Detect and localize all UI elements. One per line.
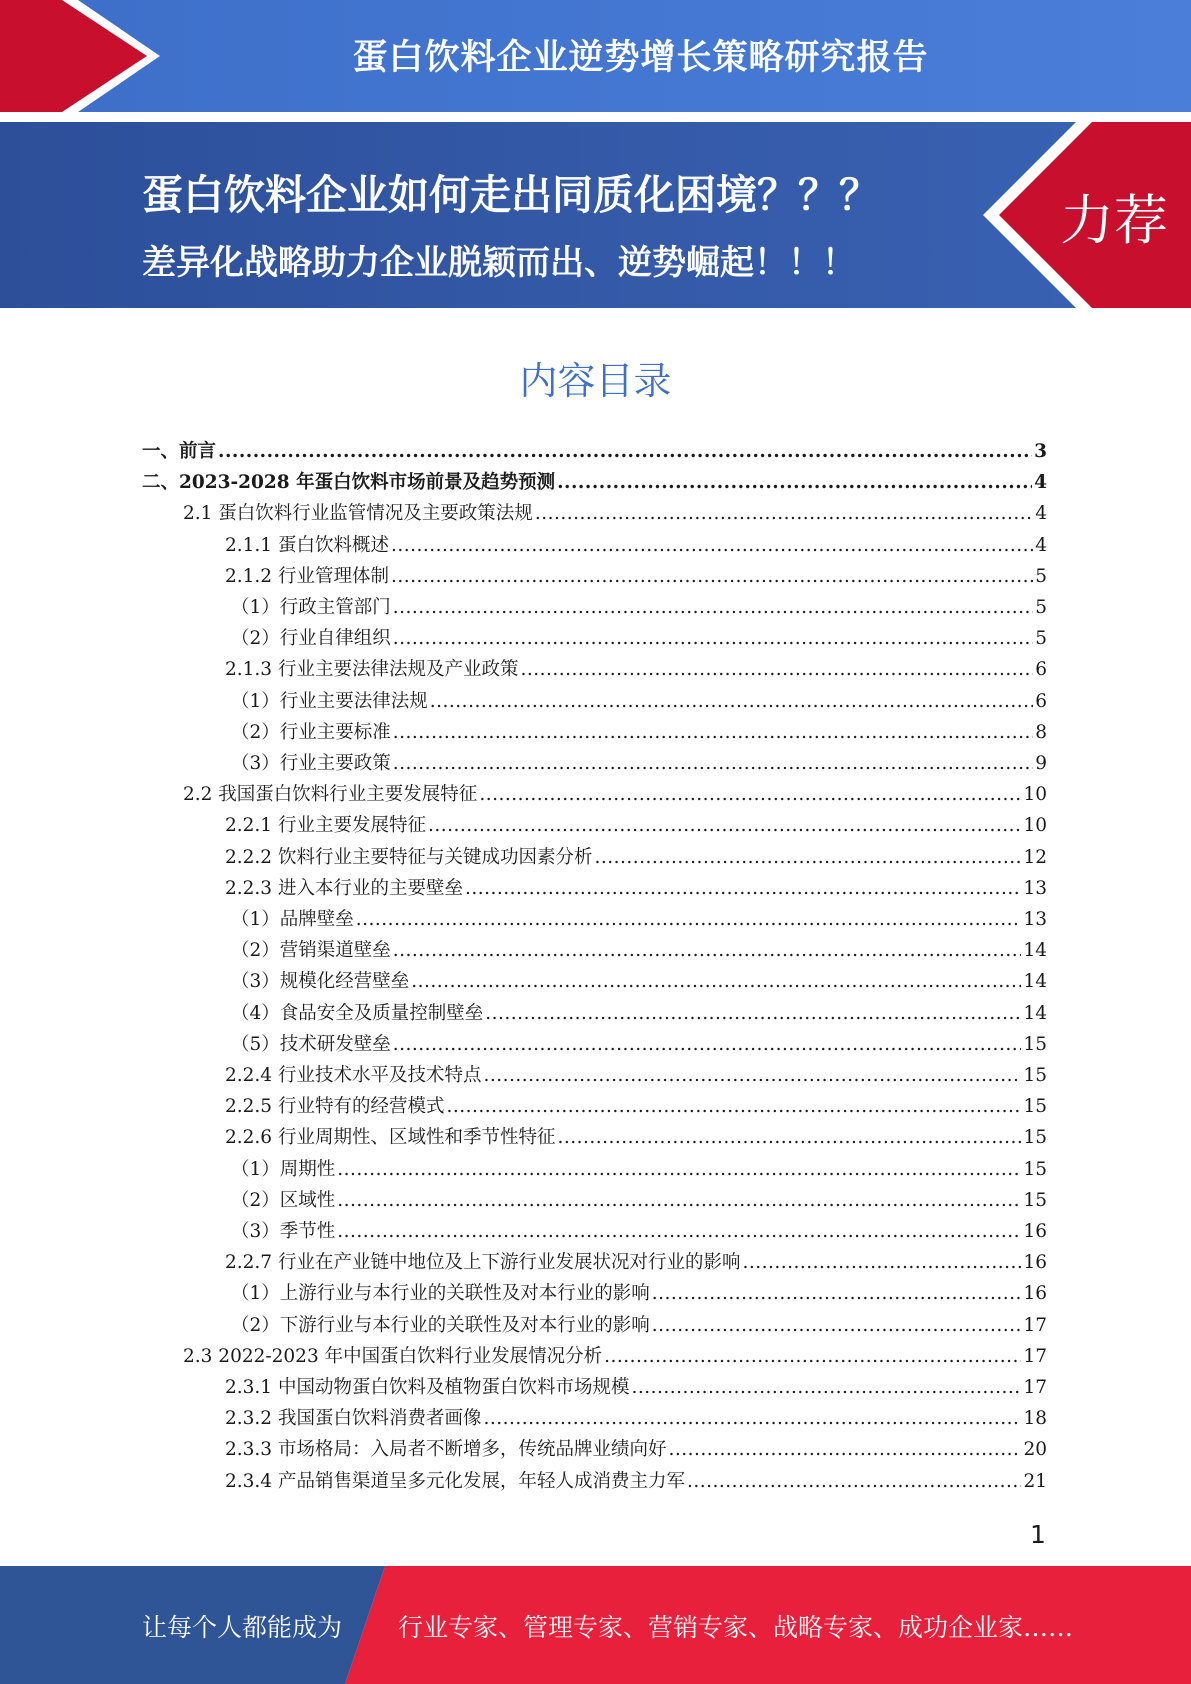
- toc-entry-page: 4: [1034, 472, 1047, 494]
- toc-entry-page: 4: [1035, 534, 1047, 556]
- toc-entry[interactable]: [231, 1279, 1047, 1310]
- toc-entry-page: 5: [1035, 597, 1047, 618]
- toc-entry-page: 17: [1023, 1345, 1047, 1367]
- toc-dot-leader: [393, 597, 1033, 618]
- toc-entry-label: （1）品牌壁垒: [231, 909, 354, 930]
- toc-entry-page: 6: [1035, 659, 1047, 681]
- toc-dot-leader: [393, 940, 1022, 961]
- toc-entry[interactable]: [225, 562, 1047, 593]
- toc-entry-page: 5: [1035, 565, 1047, 587]
- toc-dot-leader: [557, 472, 1032, 493]
- toc-dot-leader: [687, 1471, 1021, 1492]
- toc-dot-leader: [652, 1315, 1022, 1336]
- toc-entry-label: 2.2.5 行业特有的经营模式: [225, 1096, 445, 1118]
- toc-entry-page: 12: [1023, 846, 1047, 868]
- toc-entry-page: 15: [1023, 1065, 1047, 1086]
- toc-entry[interactable]: [231, 624, 1047, 655]
- toc-entry-label: （2）下游行业与本行业的关联性及对本行业的影响: [231, 1314, 650, 1336]
- toc-dot-leader: [520, 659, 1033, 680]
- toc-entry[interactable]: [231, 1155, 1047, 1186]
- toc-dot-leader: [393, 1034, 1022, 1055]
- toc-dot-leader: [483, 1065, 1021, 1086]
- toc-entry-page: 16: [1023, 1221, 1047, 1242]
- toc-entry-page: 15: [1023, 1189, 1047, 1211]
- toc-entry[interactable]: [225, 1467, 1047, 1498]
- toc-entry[interactable]: [225, 843, 1047, 874]
- toc-entry-label: 2.2 我国蛋白饮料行业主要发展特征: [183, 784, 478, 806]
- toc-dot-leader: [337, 1159, 1021, 1180]
- toc-dot-leader: [428, 815, 1021, 836]
- toc-dot-leader: [446, 1096, 1021, 1117]
- toc-entry[interactable]: [231, 687, 1047, 718]
- toc-entry-page: 17: [1023, 1377, 1047, 1398]
- toc-dot-leader: [668, 1439, 1021, 1460]
- toc-dot-leader: [337, 1190, 1021, 1211]
- toc-entry-label: 2.1.2 行业管理体制: [225, 565, 389, 587]
- footer-slogan-left: 让每个人都能成为: [142, 1613, 343, 1642]
- toc-entry[interactable]: [142, 437, 1047, 468]
- toc-dot-leader: [479, 784, 1021, 805]
- toc-entry-label: （2）行业主要标准: [231, 721, 391, 743]
- toc-entry-label: （2）区域性: [231, 1189, 336, 1211]
- toc-dot-leader: [218, 441, 1032, 462]
- toc-entry[interactable]: [231, 718, 1047, 749]
- toc-dot-leader: [391, 566, 1033, 587]
- toc-entry-page: 6: [1035, 690, 1047, 712]
- toc-entry[interactable]: [225, 874, 1047, 905]
- toc-dot-leader: [652, 1283, 1022, 1304]
- toc-dot-leader: [430, 691, 1033, 712]
- toc-entry-label: （4）食品安全及质量控制壁垒: [231, 1002, 484, 1024]
- toc-entry[interactable]: [231, 1311, 1047, 1342]
- toc-entry-page: 15: [1023, 1033, 1047, 1055]
- toc-entry-page: 4: [1035, 503, 1047, 525]
- toc-entry[interactable]: [231, 1217, 1047, 1248]
- toc-entry-label: 2.2.4 行业技术水平及技术特点: [225, 1065, 482, 1086]
- toc-entry[interactable]: [225, 1061, 1047, 1092]
- toc-entry-label: 2.3 2022-2023 年中国蛋白饮料行业发展情况分析: [183, 1345, 603, 1367]
- toc-entry-label: 2.1.3 行业主要法律法规及产业政策: [225, 659, 519, 681]
- toc-entry-page: 16: [1023, 1252, 1047, 1274]
- toc-entry-label: （1）周期性: [231, 1158, 336, 1180]
- toc-entry-page: 15: [1023, 1127, 1047, 1149]
- toc-entry[interactable]: [225, 531, 1047, 562]
- toc-entry[interactable]: [231, 1186, 1047, 1217]
- toc-entry[interactable]: [231, 905, 1047, 936]
- toc-entry-label: 2.2.3 进入本行业的主要壁垒: [225, 877, 463, 899]
- toc-dot-leader: [485, 1003, 1021, 1024]
- toc-entry-label: （1）行政主管部门: [231, 597, 391, 618]
- toc-dot-leader: [631, 1377, 1021, 1398]
- promo-banner: [0, 122, 1191, 308]
- toc-entry-page: 10: [1023, 784, 1047, 806]
- toc-entry-label: 2.2.7 行业在产业链中地位及上下游行业发展状况对行业的影响: [225, 1252, 741, 1274]
- toc-entry-label: 2.1.1 蛋白饮料概述: [225, 534, 389, 556]
- toc-entry[interactable]: [231, 1030, 1047, 1061]
- toc-entry[interactable]: [231, 999, 1047, 1030]
- toc-entry-label: （1）上游行业与本行业的关联性及对本行业的影响: [231, 1283, 650, 1305]
- toc-entry-label: （5）技术研发壁垒: [231, 1033, 391, 1055]
- toc-entry-label: （2）营销渠道壁垒: [231, 940, 391, 962]
- toc-entry-page: 18: [1023, 1408, 1047, 1430]
- toc-dot-leader: [393, 753, 1033, 774]
- toc-entry-label: 2.1 蛋白饮料行业监管情况及主要政策法规: [183, 503, 533, 525]
- toc-entry-page: 15: [1023, 1096, 1047, 1118]
- toc-entry-label: （3）季节性: [231, 1221, 336, 1242]
- toc-entry-page: 13: [1023, 877, 1047, 899]
- toc-entry[interactable]: [142, 468, 1047, 499]
- toc-dot-leader: [465, 878, 1021, 899]
- toc-entry[interactable]: [225, 1435, 1047, 1466]
- toc-dot-leader: [393, 722, 1033, 743]
- toc-entry[interactable]: [225, 1373, 1047, 1404]
- banner-headline: 蛋白饮料企业如何走出同质化困境？？？: [142, 171, 880, 219]
- toc-entry-label: 一、前言: [142, 441, 217, 462]
- toc-entry[interactable]: [225, 1123, 1047, 1154]
- toc-dot-leader: [411, 971, 1021, 992]
- toc-entry-label: （3）行业主要政策: [231, 753, 391, 774]
- toc-dot-leader: [356, 909, 1022, 930]
- report-title: 蛋白饮料企业逆势增长策略研究报告: [352, 38, 929, 78]
- toc-entry-label: 2.3.3 市场格局：入局者不断增多，传统品牌业绩向好: [225, 1439, 667, 1461]
- toc-heading: 内容目录: [519, 359, 672, 403]
- banner-subheadline: 差异化战略助力企业脱颖而出、逆势崛起！！！: [142, 243, 856, 283]
- toc-entry-page: 5: [1035, 628, 1047, 650]
- toc-entry[interactable]: [225, 1404, 1047, 1435]
- footer-band: [0, 1566, 1191, 1684]
- toc-entry-label: 2.3.1 中国动物蛋白饮料及植物蛋白饮料市场规模: [225, 1377, 630, 1398]
- toc-entry[interactable]: [231, 593, 1047, 624]
- toc-entry[interactable]: [225, 1248, 1047, 1279]
- toc-dot-leader: [742, 1252, 1021, 1273]
- toc-entry-page: 20: [1023, 1439, 1047, 1461]
- toc-entry-page: 13: [1023, 909, 1047, 930]
- toc-entry-label: 2.3.2 我国蛋白饮料消费者画像: [225, 1408, 482, 1430]
- toc-entry[interactable]: [183, 1342, 1047, 1373]
- toc-entry[interactable]: [225, 811, 1047, 842]
- toc-dot-leader: [604, 1346, 1021, 1367]
- toc-entry-page: 8: [1035, 721, 1047, 743]
- toc-entry[interactable]: [183, 780, 1047, 811]
- toc-dot-leader: [337, 1221, 1021, 1242]
- toc-entry-page: 14: [1023, 1002, 1047, 1024]
- toc-dot-leader: [393, 628, 1033, 649]
- toc-entry[interactable]: [231, 967, 1047, 998]
- toc-entry-page: 16: [1023, 1283, 1047, 1305]
- toc-entry-page: 14: [1023, 940, 1047, 962]
- toc-entry-label: 2.2.2 饮料行业主要特征与关键成功因素分析: [225, 846, 593, 868]
- toc-dot-leader: [483, 1408, 1021, 1429]
- toc-entry-label: （3）规模化经营壁垒: [231, 971, 410, 993]
- toc-entry-label: （1）行业主要法律法规: [231, 690, 428, 712]
- footer-slogan-right: 行业专家、管理专家、营销专家、战略专家、成功企业家……: [398, 1613, 1074, 1642]
- toc-entry-page: 17: [1023, 1314, 1047, 1336]
- toc-dot-leader: [391, 535, 1033, 556]
- toc-entry-label: （2）行业自律组织: [231, 628, 391, 650]
- toc-entry[interactable]: [231, 936, 1047, 967]
- page-number: 1: [1030, 1520, 1046, 1549]
- toc-entry-label: 2.2.6 行业周期性、区域性和季节性特征: [225, 1127, 556, 1149]
- toc-entry-label: 2.3.4 产品销售渠道呈多元化发展，年轻人成消费主力军: [225, 1470, 685, 1492]
- toc-entry-page: 14: [1023, 971, 1047, 993]
- toc-entry-page: 21: [1023, 1470, 1047, 1492]
- toc-entry[interactable]: [231, 749, 1047, 780]
- toc-entry[interactable]: [225, 655, 1047, 686]
- toc-entry-page: 15: [1023, 1158, 1047, 1180]
- toc-entry-label: 2.2.1 行业主要发展特征: [225, 815, 426, 837]
- toc-entry-page: 3: [1034, 441, 1047, 462]
- toc-entry-page: 9: [1035, 753, 1047, 774]
- toc-dot-leader: [535, 503, 1033, 524]
- toc-dot-leader: [594, 847, 1021, 868]
- recommend-badge: 力荐: [1060, 189, 1168, 252]
- toc-entry-page: 10: [1023, 815, 1047, 837]
- toc-entry-label: 二、2023-2028 年蛋白饮料市场前景及趋势预测: [142, 472, 556, 494]
- header-band: [0, 0, 1191, 112]
- toc-dot-leader: [557, 1127, 1021, 1148]
- toc-entry[interactable]: [225, 1092, 1047, 1123]
- toc-entry[interactable]: [183, 499, 1047, 530]
